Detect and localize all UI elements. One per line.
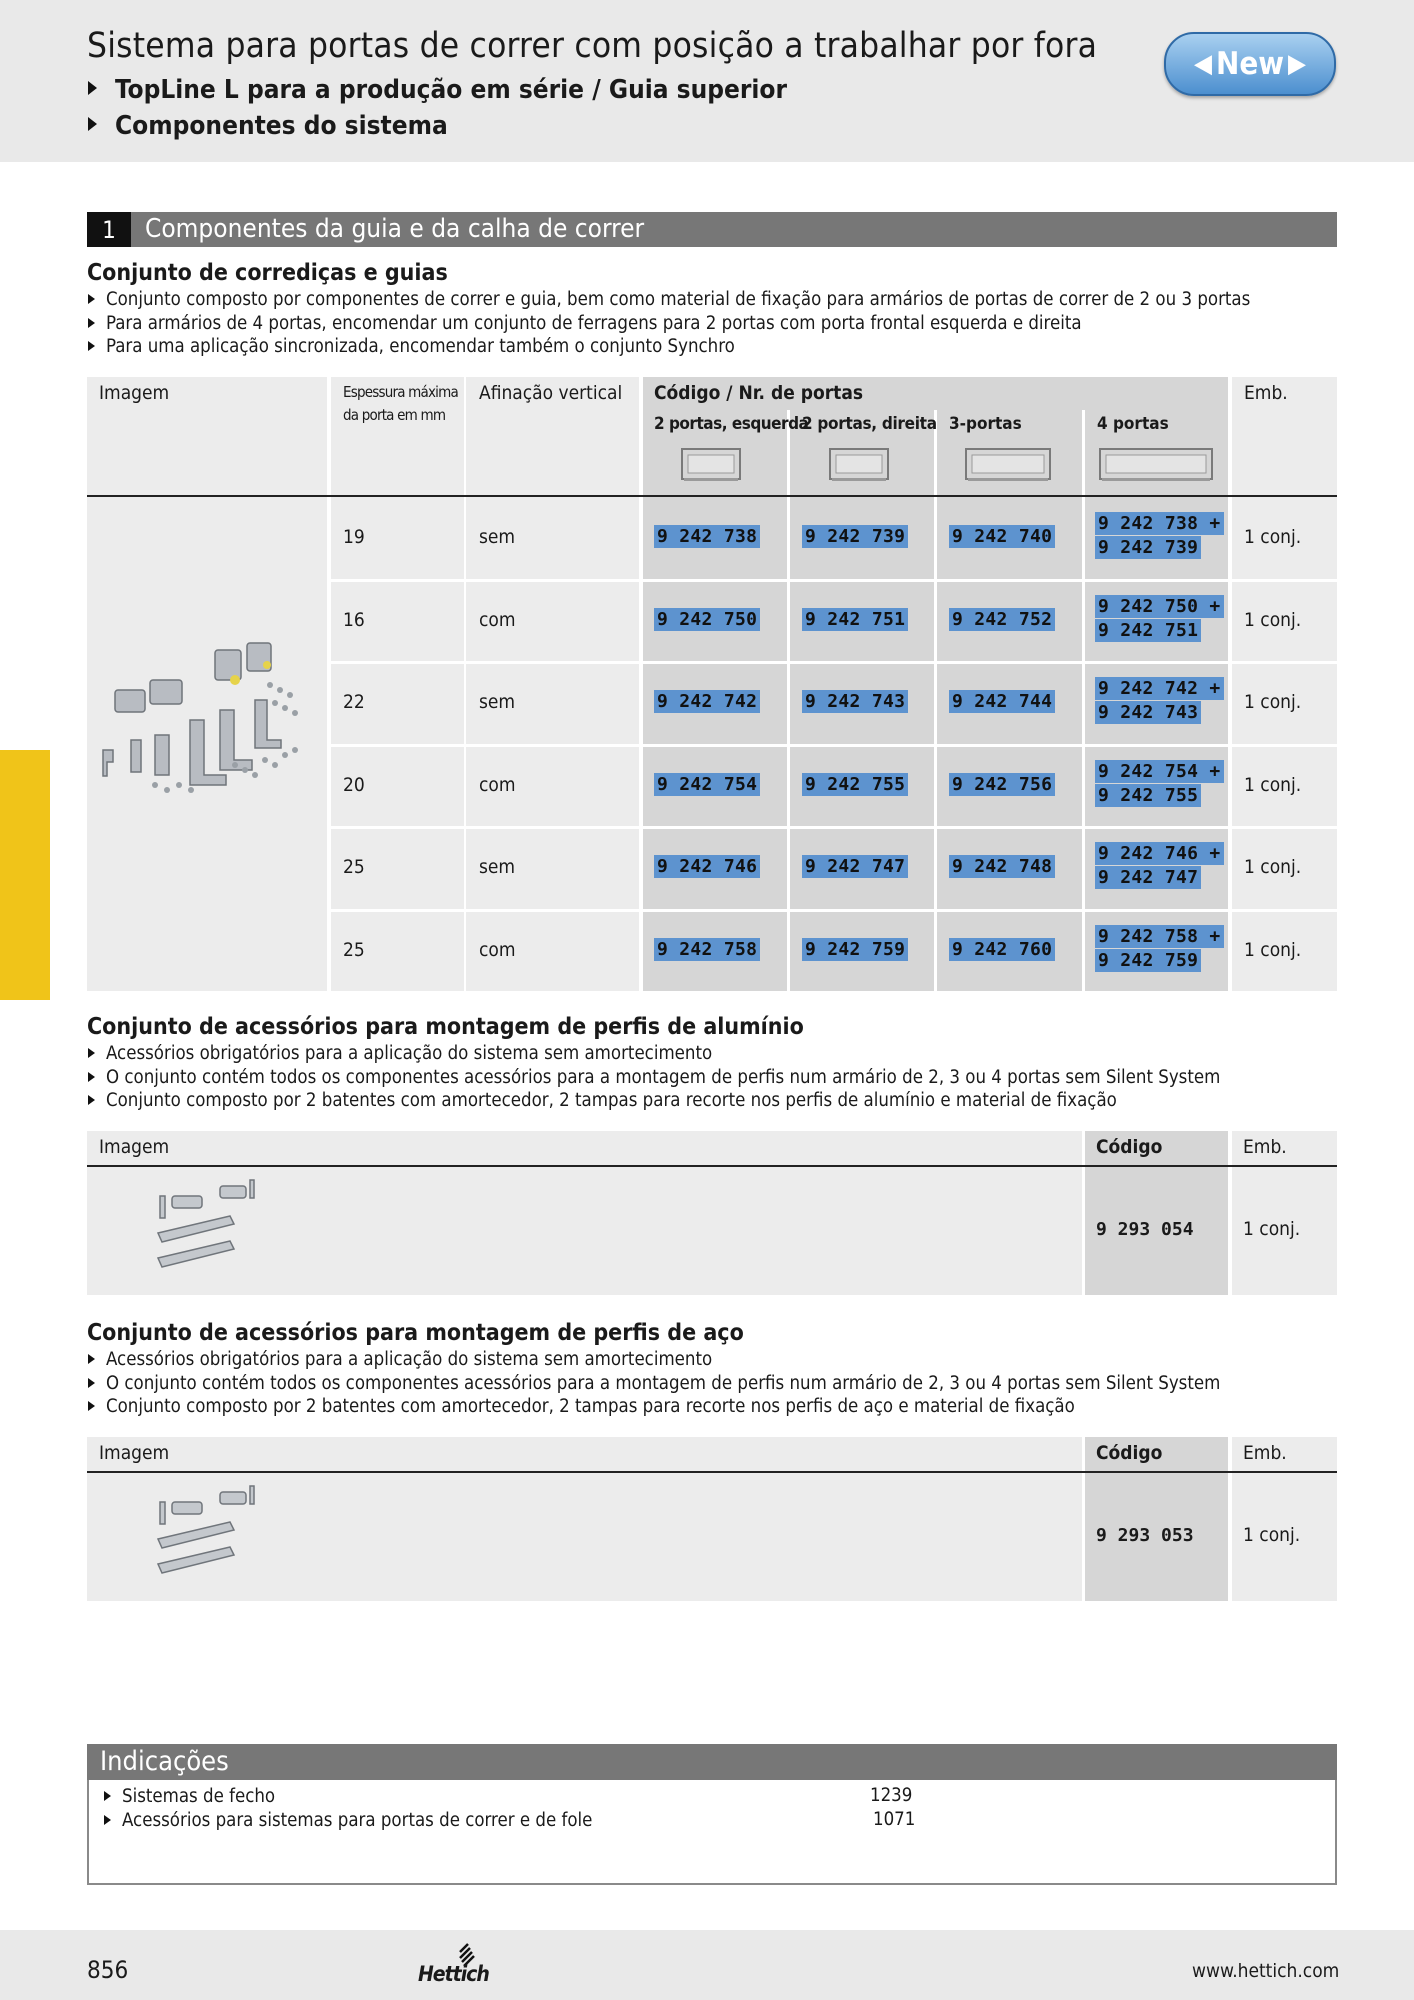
code-4-doors-a: 9 242 750 + xyxy=(1095,595,1224,618)
pack-unit: 1 conj. xyxy=(1244,856,1302,878)
pack-unit: 1 conj. xyxy=(1244,609,1302,631)
block2-bullets xyxy=(88,1042,1220,1113)
steel-accessory-image xyxy=(150,1484,260,1589)
code-2-doors-left: 9 242 750 xyxy=(654,608,760,631)
col-code: Código xyxy=(1096,1442,1163,1464)
door-thickness: 25 xyxy=(343,856,365,878)
arrow-right-icon: ▶ xyxy=(1288,49,1307,79)
door-thickness: 16 xyxy=(343,609,365,631)
code-4-doors-b: 9 242 747 xyxy=(1095,866,1201,889)
code-3-doors: 9 242 752 xyxy=(949,608,1055,631)
bullet-arrow-icon xyxy=(88,117,97,131)
col-thickness-1: Espessura máxima xyxy=(343,383,458,401)
code-4-doors-a: 9 242 746 + xyxy=(1095,842,1224,865)
code-4-doors-a: 9 242 754 + xyxy=(1095,760,1224,783)
indications-title: Indicações xyxy=(100,1746,229,1777)
list-item: Conjunto composto por componentes de correr e guia, bem como material de fixação para armários de portas de correr de 2 ou 3 portas xyxy=(88,288,1250,312)
cabinet-4-icon xyxy=(1098,445,1216,485)
section-number: 1 xyxy=(87,212,131,247)
section-title: Componentes da guia e da calha de correr xyxy=(145,214,645,244)
door-header-3: 3-portas xyxy=(949,414,1022,434)
col-pack: Emb. xyxy=(1243,1136,1287,1158)
vertical-adjustment: com xyxy=(479,609,516,631)
hettich-logo: Hettich xyxy=(418,1938,488,1988)
aluminium-set-pack: 1 conj. xyxy=(1243,1218,1301,1240)
chapter-tab-marker xyxy=(0,750,50,1000)
code-3-doors: 9 242 748 xyxy=(949,855,1055,878)
code-2-doors-left: 9 242 754 xyxy=(654,773,760,796)
bullet-arrow-icon xyxy=(88,81,97,95)
block3-heading: Conjunto de acessórios para montagem de perfis de aço xyxy=(87,1320,744,1346)
code-2-doors-right: 9 242 747 xyxy=(802,855,908,878)
vertical-adjustment: sem xyxy=(479,526,516,548)
door-header-2-left: 2 portas, esquerda xyxy=(654,414,809,434)
list-item: Para uma aplicação sincronizada, encomendar também o conjunto Synchro xyxy=(88,335,1250,359)
subtitle-1: TopLine L para a produção em série / Guia superior xyxy=(88,75,787,105)
aluminium-accessory-image xyxy=(150,1178,260,1283)
page-title: Sistema para portas de correr com posição a trabalhar por fora xyxy=(87,26,1098,66)
code-3-doors: 9 242 740 xyxy=(949,525,1055,548)
code-2-doors-left: 9 242 738 xyxy=(654,525,760,548)
col-image: Imagem xyxy=(99,1442,170,1464)
steel-set-code: 9 293 053 xyxy=(1096,1525,1194,1546)
code-2-doors-right: 9 242 759 xyxy=(802,938,908,961)
new-badge: ◀ New ▶ xyxy=(1164,32,1336,96)
code-4-doors-b: 9 242 751 xyxy=(1095,619,1201,642)
aluminium-set-code: 9 293 054 xyxy=(1096,1219,1194,1240)
page-number: 856 xyxy=(87,1956,129,1984)
arrow-left-icon: ◀ xyxy=(1193,49,1212,79)
door-thickness: 22 xyxy=(343,691,365,713)
code-2-doors-right: 9 242 739 xyxy=(802,525,908,548)
code-2-doors-right: 9 242 751 xyxy=(802,608,908,631)
pack-unit: 1 conj. xyxy=(1244,939,1302,961)
list-item: O conjunto contém todos os componentes acessórios para a montagem de perfis num armário de 2, 3 ou 4 portas sem Silent System xyxy=(88,1066,1220,1090)
pack-unit: 1 conj. xyxy=(1244,691,1302,713)
door-thickness: 20 xyxy=(343,774,365,796)
block1-bullets xyxy=(88,288,1250,359)
list-item[interactable]: Acessórios para sistemas para portas de correr e de fole xyxy=(104,1809,592,1833)
vertical-adjustment: sem xyxy=(479,856,516,878)
indication-page-ref[interactable]: 1239 xyxy=(870,1785,913,1806)
runner-guide-set-image xyxy=(95,635,320,825)
block3-bullets xyxy=(88,1348,1220,1419)
cabinet-2-left-icon xyxy=(680,445,744,485)
indication-page-ref[interactable]: 1071 xyxy=(873,1809,916,1830)
col-pack: Emb. xyxy=(1244,382,1288,404)
col-code: Código / Nr. de portas xyxy=(654,382,864,404)
code-3-doors: 9 242 744 xyxy=(949,690,1055,713)
cabinet-3-icon xyxy=(964,445,1054,485)
code-3-doors: 9 242 760 xyxy=(949,938,1055,961)
col-image: Imagem xyxy=(99,1136,170,1158)
block1-heading: Conjunto de corrediças e guias xyxy=(87,260,448,286)
col-vertical: Afinação vertical xyxy=(479,382,623,404)
code-3-doors: 9 242 756 xyxy=(949,773,1055,796)
code-2-doors-left: 9 242 746 xyxy=(654,855,760,878)
pack-unit: 1 conj. xyxy=(1244,526,1302,548)
list-item: Conjunto composto por 2 batentes com amortecedor, 2 tampas para recorte nos perfis de aço e material de fixação xyxy=(88,1395,1220,1419)
block2-heading: Conjunto de acessórios para montagem de perfis de alumínio xyxy=(87,1014,804,1040)
code-4-doors-a: 9 242 742 + xyxy=(1095,677,1224,700)
code-2-doors-left: 9 242 758 xyxy=(654,938,760,961)
list-item: O conjunto contém todos os componentes acessórios para a montagem de perfis num armário de 2, 3 ou 4 portas sem Silent System xyxy=(88,1372,1220,1396)
website-link[interactable]: www.hettich.com xyxy=(1192,1960,1340,1982)
col-pack: Emb. xyxy=(1243,1442,1287,1464)
vertical-adjustment: com xyxy=(479,939,516,961)
door-header-4: 4 portas xyxy=(1097,414,1169,434)
code-4-doors-a: 9 242 758 + xyxy=(1095,925,1224,948)
vertical-adjustment: com xyxy=(479,774,516,796)
door-header-2-right: 2 portas, direita xyxy=(802,414,937,434)
door-thickness: 19 xyxy=(343,526,365,548)
code-2-doors-right: 9 242 743 xyxy=(802,690,908,713)
list-item: Acessórios obrigatórios para a aplicação do sistema sem amortecimento xyxy=(88,1042,1220,1066)
list-item: Conjunto composto por 2 batentes com amortecedor, 2 tampas para recorte nos perfis de alumínio e material de fixação xyxy=(88,1089,1220,1113)
cabinet-2-right-icon xyxy=(828,445,892,485)
col-code: Código xyxy=(1096,1136,1163,1158)
steel-set-pack: 1 conj. xyxy=(1243,1524,1301,1546)
vertical-adjustment: sem xyxy=(479,691,516,713)
list-item[interactable]: Sistemas de fecho xyxy=(104,1785,592,1809)
pack-unit: 1 conj. xyxy=(1244,774,1302,796)
code-4-doors-b: 9 242 739 xyxy=(1095,536,1201,559)
code-4-doors-b: 9 242 755 xyxy=(1095,784,1201,807)
col-image: Imagem xyxy=(99,382,170,404)
subtitle-2: Componentes do sistema xyxy=(88,111,448,141)
code-4-doors-a: 9 242 738 + xyxy=(1095,512,1224,535)
code-4-doors-b: 9 242 759 xyxy=(1095,949,1201,972)
code-4-doors-b: 9 242 743 xyxy=(1095,701,1201,724)
indications-header xyxy=(87,1744,1337,1780)
col-thickness-2: da porta em mm xyxy=(343,406,446,424)
indications-list xyxy=(104,1785,592,1832)
list-item: Acessórios obrigatórios para a aplicação do sistema sem amortecimento xyxy=(88,1348,1220,1372)
code-2-doors-left: 9 242 742 xyxy=(654,690,760,713)
door-thickness: 25 xyxy=(343,939,365,961)
code-2-doors-right: 9 242 755 xyxy=(802,773,908,796)
list-item: Para armários de 4 portas, encomendar um conjunto de ferragens para 2 portas com porta frontal esquerda e direita xyxy=(88,312,1250,336)
